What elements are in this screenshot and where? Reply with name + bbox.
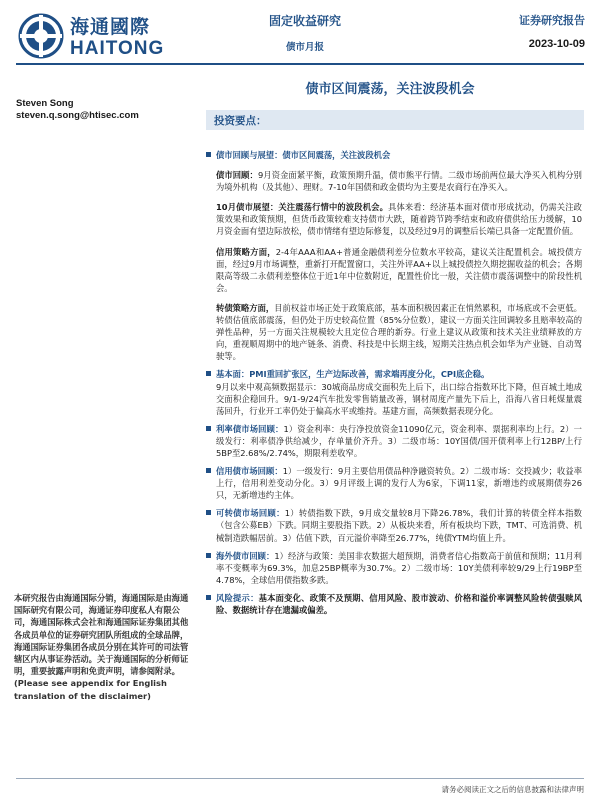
review-p1-text: 9月资金面紧平衡，政策预期升温，债市熊平行情。二级市场前两位最大净买入机构分别为境外机构（及其他）、理财。7-10年国债和政金债均为主要是农商行在净买入。 xyxy=(216,170,582,193)
author-name: Steven Song xyxy=(16,98,74,109)
risk-text: 基本面变化、政策不及预期、信用风险、股市波动、价格和溢价率调整风险转债强赎风险、数据统计存在遗漏或偏差。 xyxy=(216,592,582,615)
report-type-block xyxy=(230,12,380,53)
review-p1-lead: 债市回顾： xyxy=(216,170,258,181)
section-risk-head: 风险提示： xyxy=(216,592,259,603)
report-type: 固定收益研究 xyxy=(268,14,341,28)
section-rates-head: 利率债市场回顾： xyxy=(216,423,284,434)
review-p3-lead: 信用策略方面， xyxy=(216,246,276,257)
logo-english-text: HAITONG xyxy=(70,38,165,59)
footer-notice: 请务必阅读正文之后的信息披露和法律声明 xyxy=(441,785,584,794)
author-block xyxy=(16,98,139,122)
fundamentals-text: 9月以来中观高频数据显示：30城商品房成交面积先上后下，出口综合指数环比下降，但百城土地成交面积企稳回升。9/1-9/24汽车批发零售销量改善，钢材周度产量先下后上，沿海八省日耗煤量震荡回升，行业开工率仍处于偏高水平或维持。基建方面，高频数据表现分化。 xyxy=(216,381,582,416)
author-email[interactable]: steven.q.song@htisec.com xyxy=(16,110,139,121)
footer-divider xyxy=(16,778,584,779)
review-p4-text: 目前权益市场正处于政策底部，基本面积极因素正在悄然累积，市场底或不会更低。转债估值底部震荡，但仍处于历史较高位置（85%分位数），建议一方面关注回调较多且赔率较高的弹性品种，另一方面关注规模较大且定位合理的新券。行业上建议从政策和技术关注业绩释放的方向，重视顺周期中的地产链条、消费、科技是中长期主线，短期关注热点机会如华为产业链、自动驾驶等。 xyxy=(216,302,582,362)
section-overseas-head: 海外债市回顾： xyxy=(216,550,275,561)
review-paragraph-4 xyxy=(216,302,582,362)
keypoints-label: 投资要点： xyxy=(214,115,267,127)
review-paragraph-2 xyxy=(216,201,582,237)
keypoints-banner xyxy=(206,110,584,130)
section-review-head: 债市回顾与展望：债市区间震荡，关注波段机会 xyxy=(216,149,582,161)
review-p3-text: 2-4年AAA和AA+普通金融债利差分位数水平较高，建议关注配置机会。城投债方面，经过9月市场调整，重新打开配置窗口，关注外评AA+以上城投债控久期挖掘收益的机会；各期限高等级二永债利差整体位于近1年中位数附近，配置性价比一般，关注债市震荡调整中的阶段性机会。 xyxy=(216,246,582,293)
review-p2-lead: 10月债市展望：关注震荡行情中的波段机会。 xyxy=(216,202,389,213)
review-p2-text: 具体来看：经济基本面对债市形成扰动，仍需关注政策效果和政策预期，但货币政策较难支持债市大跌，随着跨节跨季结束和政府债供给压力缓解，10月资金面有望边际放松，债市情绪有望边际修复，以及经过9月的调整后长端已具备一定配置价值。 xyxy=(216,202,582,237)
haitong-logo xyxy=(18,8,188,68)
report-subtype: 债市月报 xyxy=(285,42,324,53)
section-risk xyxy=(216,592,582,616)
section-fundamentals-head: 基本面：PMI重回扩张区，生产边际改善，需求端再度分化，CPI底企稳。 xyxy=(216,368,582,380)
review-paragraph-3 xyxy=(216,246,582,294)
review-p4-lead: 转债策略方面， xyxy=(216,302,275,313)
rates-text: 1）资金利率：央行净投放资金11090亿元，资金利率、票据利率均上行。2）一级发行：利率债净供给减少，存单量价齐升。3）二级市场：10Y国债/国开债利率上行12BP/上行5BP至2.68%/2.74%，期限利差收窄。 xyxy=(216,423,582,458)
section-review xyxy=(216,149,582,362)
section-fundamentals xyxy=(216,368,582,416)
credit-text: 1）一级发行：9月主要信用债品种净融资转负。2）二级市场：交投减少；收益率上行，信用利差变动分化。3）9月评级上调的发行人为6家，下调11家，新增违约或展期债券26只，无新增违约主体。 xyxy=(216,466,582,501)
overseas-text: 1）经济与政策：美国非农数据大超预期，消费者信心指数高于前值和预期；11月利率不变概率为69.3%，加息25BP概率为30.7%。2）二级市场：10Y美债利率较9/29上行19BP至4.78%，全球信用债指数多跌。 xyxy=(216,550,582,585)
section-convertible-head: 可转债市场回顾： xyxy=(216,508,285,519)
report-meta-block xyxy=(470,12,585,50)
logo-chinese-text: 海通國際 xyxy=(70,16,151,38)
convertible-text: 1）转债指数下跌，9月成交量较8月下降26.78%，我们计算的转债全样本指数（包含公募EB）下跌。同期主要股指下跌。2）从板块来看，所有板块均下跌，TMT、可选消费、机械制造跌幅居前。3）估值下跌，百元溢价率降至26.77%，纯债YTM均值上升。 xyxy=(216,508,582,543)
section-overseas xyxy=(216,550,582,586)
report-category: 证券研究报告 xyxy=(519,14,585,27)
section-credit xyxy=(216,465,582,501)
header-divider xyxy=(16,63,584,65)
haitong-emblem-icon xyxy=(18,13,64,59)
disclaimer-text: 本研究报告由海通国际分销，海通国际是由海通国际研究有限公司，海通证券印度私人有限公司，海通国际株式会社和海通国际证券集团其他各成员单位的证券研究团队所组成的全球品牌，海通国际证券集团各成员分别在其许可的司法管辖区内从事证券活动。关于海通国际的分析师证明，重要披露声明和免责声明，请参阅附录。(Please see appendix for English translation of the disclaimer) xyxy=(14,593,189,701)
key-points-body xyxy=(216,143,582,616)
page-title: 债市区间震荡，关注波段机会 xyxy=(305,82,475,97)
section-convertible xyxy=(216,507,582,543)
section-rates xyxy=(216,423,582,459)
section-credit-head: 信用债市场回顾： xyxy=(216,466,283,477)
review-paragraph-1 xyxy=(216,169,582,193)
report-date: 2023-10-09 xyxy=(528,38,585,50)
